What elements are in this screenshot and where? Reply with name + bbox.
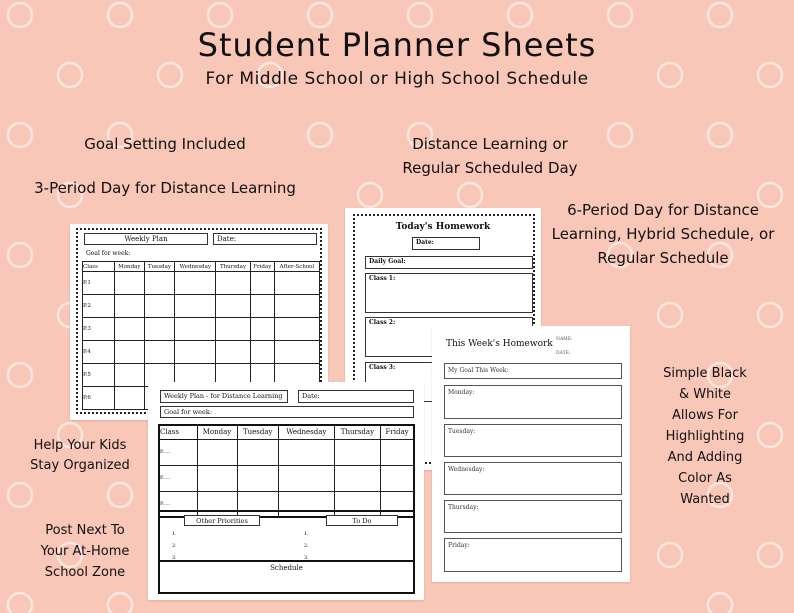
period-label: P.1 — [83, 272, 115, 295]
label-simple-line7: Wanted — [680, 492, 730, 507]
priority-number: 3. — [172, 555, 177, 561]
this-week-name-label: NAME: — [556, 337, 573, 342]
label-six-line2: Learning, Hybrid Schedule, or — [551, 225, 775, 243]
label-six-line3: Regular Schedule — [597, 249, 729, 267]
header-friday: Friday — [250, 262, 274, 272]
this-week-tuesday: Tuesday: — [444, 424, 622, 457]
schedule-section — [158, 562, 415, 594]
label-distance-line2: Regular Scheduled Day — [402, 159, 578, 177]
label-six-period — [532, 198, 794, 270]
priorities-section — [158, 510, 415, 562]
header-class: Class — [159, 425, 197, 439]
period-label: P.2 — [83, 295, 115, 318]
label-simple-line5: And Adding — [667, 450, 743, 465]
this-week-wednesday: Wednesday: — [444, 462, 622, 495]
label-simple-line4: Highlighting — [665, 429, 745, 444]
header-monday: Monday — [115, 262, 145, 272]
header-tuesday: Tuesday — [237, 425, 278, 439]
todays-homework-class2: Class 2: — [365, 317, 533, 357]
period-label: P.4 — [83, 341, 115, 364]
todays-homework-class3: Class 3: — [365, 362, 533, 402]
to-do-label: To Do — [326, 515, 398, 526]
page-subtitle: For Middle School or High School Schedule — [205, 69, 589, 89]
todays-homework-class1: Class 1: — [365, 273, 533, 313]
todays-homework-date: Date: — [412, 237, 480, 250]
todo-number: 3. — [304, 555, 309, 561]
label-goal-setting: Goal Setting Included — [84, 135, 246, 153]
todays-homework-goal: Daily Goal: — [365, 256, 533, 269]
this-week-friday: Friday: — [444, 538, 622, 572]
label-post-line3: School Zone — [44, 565, 126, 580]
schedule-label: Schedule — [270, 564, 303, 572]
header-tuesday: Tuesday — [144, 262, 175, 272]
header-wednesday: Wednesday — [175, 262, 216, 272]
period-label: P..... — [159, 439, 197, 465]
weekly-plan-goal: Goal for week: — [86, 250, 131, 257]
priorities-numbers — [172, 528, 177, 564]
header-class: Class — [83, 262, 115, 272]
header-monday: Monday — [197, 425, 237, 439]
label-post-line2: Your At-Home — [40, 544, 130, 559]
this-week-goal: My Goal This Week: — [444, 363, 622, 379]
priority-number: 1. — [172, 531, 177, 537]
label-post-next — [10, 520, 160, 583]
todays-homework-title: Today's Homework — [395, 222, 491, 232]
other-priorities-label: Other Priorities — [184, 515, 260, 526]
period-label: P..... — [159, 491, 197, 517]
page-title: Student Planner Sheets — [197, 26, 597, 64]
weekly-plan-date: Date: — [213, 233, 317, 245]
distance-plan-date: Date: — [298, 390, 414, 403]
this-week-thursday: Thursday: — [444, 500, 622, 533]
label-simple-bw — [640, 363, 770, 510]
label-simple-line3: Allows For — [672, 408, 738, 423]
label-six-line1: 6-Period Day for Distance — [567, 201, 759, 219]
distance-plan-title: Weekly Plan - for Distance Learning — [160, 390, 288, 403]
label-simple-line6: Color As — [678, 471, 732, 486]
label-simple-line2: & White — [678, 387, 732, 402]
period-label: P.6 — [83, 387, 115, 410]
todo-number: 2. — [304, 543, 309, 549]
distance-plan-table — [158, 424, 415, 518]
period-label: P.3 — [83, 318, 115, 341]
sheet-distance-plan — [148, 382, 424, 600]
weekly-plan-title: Weekly Plan — [84, 233, 208, 245]
period-label: P..... — [159, 465, 197, 491]
label-post-line1: Post Next To — [45, 523, 125, 538]
header-wednesday: Wednesday — [278, 425, 334, 439]
header-after-school: After-School — [274, 262, 319, 272]
label-help-line1: Help Your Kids — [33, 438, 127, 453]
period-label: P.5 — [83, 364, 115, 387]
sheet-this-week-homework — [432, 326, 630, 582]
todo-number: 1. — [304, 531, 309, 537]
priority-number: 2. — [172, 543, 177, 549]
distance-plan-goal: Goal for week: — [160, 406, 414, 418]
header-thursday: Thursday — [216, 262, 250, 272]
label-three-period: 3-Period Day for Distance Learning — [34, 179, 296, 197]
this-week-monday: Monday: — [444, 385, 622, 419]
label-simple-line1: Simple Black — [663, 366, 747, 381]
todo-numbers — [304, 528, 309, 564]
label-distance-learning — [370, 132, 610, 180]
label-help-kids — [10, 436, 150, 476]
header-thursday: Thursday — [334, 425, 380, 439]
this-week-title: This Week's Homework — [446, 339, 553, 349]
label-help-line2: Stay Organized — [30, 458, 130, 473]
header-friday: Friday — [381, 425, 414, 439]
label-distance-line1: Distance Learning or — [412, 135, 568, 153]
this-week-date-label: DATE: — [556, 351, 571, 356]
